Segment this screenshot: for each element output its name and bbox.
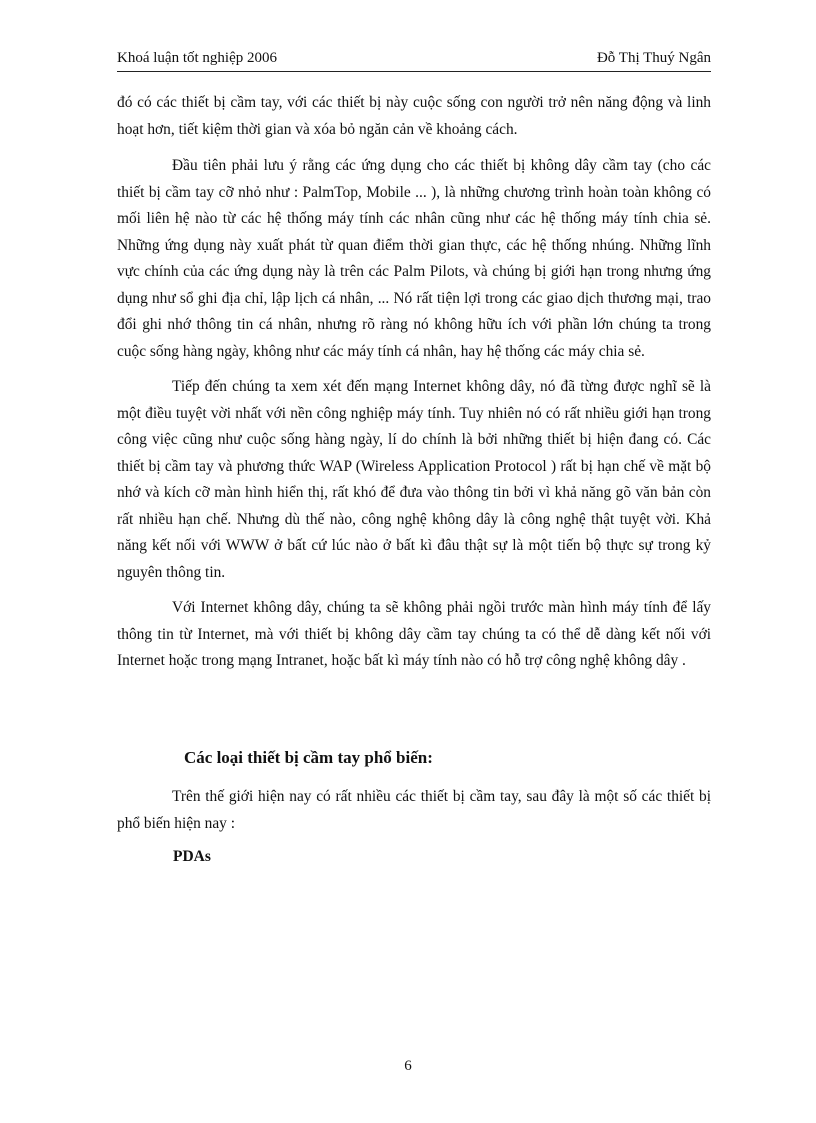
page-header bbox=[117, 47, 711, 72]
document-body bbox=[117, 90, 711, 684]
intro-paragraph: Trên thế giới hiện nay có rất nhiều các thiết bị cầm tay, sau đây là một số các thiết bị phổ biến hiện nay : bbox=[117, 788, 711, 832]
section-intro bbox=[117, 784, 711, 837]
section-heading: Các loại thiết bị cầm tay phổ biến: bbox=[184, 748, 433, 767]
paragraph-wireless-benefits: Với Internet không dây, chúng ta sẽ không phải ngồi trước màn hình máy tính để lấy thông tin từ Internet, mà với thiết bị không dây cầm tay chúng ta có thể dễ dàng kết nối với Internet hoặc trong mạng Intranet, hoặc bất kì máy tính nào có hỗ trợ công nghệ không dây . bbox=[117, 599, 711, 669]
paragraph-continuation: đó có các thiết bị cầm tay, với các thiết bị này cuộc sống con người trở nên năng động và linh hoạt hơn, tiết kiệm thời gian và xóa bỏ ngăn cản về khoảng cách. bbox=[117, 94, 711, 138]
header-author: Đỗ Thị Thuý Ngân bbox=[596, 50, 711, 66]
page-number: 6 bbox=[404, 1058, 412, 1074]
header-title: Khoá luận tốt nghiệp 2006 bbox=[117, 50, 277, 66]
paragraph-handheld-apps: Đầu tiên phải lưu ý rằng các ứng dụng cho các thiết bị không dây cầm tay (cho các thiết bị cầm tay cỡ nhỏ như : PalmTop, Mobile ... ), là những chương trình hoàn toàn không có mối liên hệ nào từ các hệ thống máy tính các nhân cũng như các hệ thống máy tính chia sẻ. Những ứng dụng này xuất phát từ quan điểm thời gian thực, các hệ thống nhúng. Những lĩnh vực chính của các ứng dụng này là trên các Palm Pilots, và chúng bị giới hạn trong nhưng ứng dụng như sổ ghi địa chỉ, lập lịch cá nhân, ... Nó rất tiện lợi trong các giao dịch thương mại, trao đổi ghi nhớ thông tin cá nhân, nhưng rõ ràng nó không hữu ích với phần lớn chúng ta trong cuộc sống hàng ngày, không như các máy tính cá nhân, hay hệ thống các máy chia sẻ. bbox=[117, 157, 711, 360]
subsection-heading: PDAs bbox=[173, 848, 211, 865]
paragraph-wireless-internet: Tiếp đến chúng ta xem xét đến mạng Internet không dây, nó đã từng được nghĩ sẽ là một điều tuyệt vời nhất với nền công nghiệp máy tính. Tuy nhiên nó có rất nhiều giới hạn trong công việc cũng như cuộc sống hàng ngày, lí do chính là bởi những thiết bị hiện đang có. Các thiết bị cầm tay và phương thức WAP (Wireless Application Protocol ) rất bị hạn chế về mặt bộ nhớ và kích cỡ màn hình hiển thị, rất khó để đưa vào thông tin bởi vì khả năng gõ văn bản còn rất nhiều hạn chế. Nhưng dù thế nào, công nghệ không dây là công nghệ thật tuyệt vời. Khả năng kết nối với WWW ở bất cứ lúc nào ở bất kì đâu thật sự là một tiến bộ thực sự trong kỷ nguyên thông tin. bbox=[117, 378, 711, 581]
